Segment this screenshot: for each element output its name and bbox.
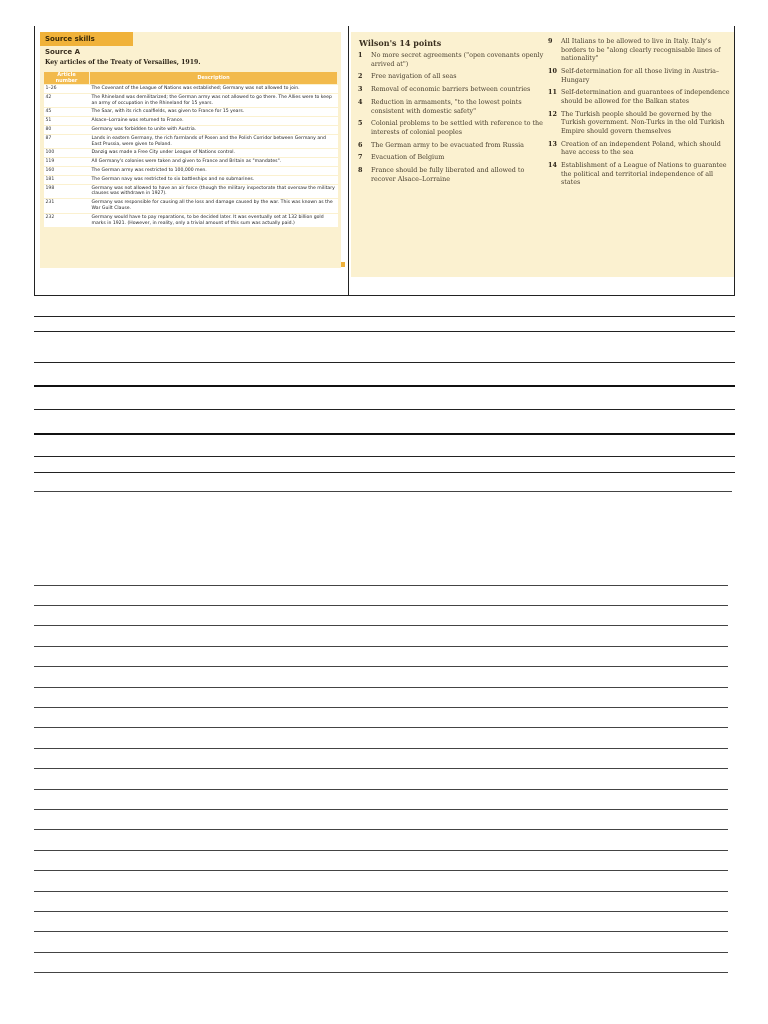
article-number: 231 — [44, 199, 90, 214]
point-text: The Turkish people should be governed by the Turkish government. Non-Turks in the old Turkish Empire should govern themselves — [561, 109, 725, 135]
article-description: The Saar, with its rich coalfields, was given to France for 15 years. — [90, 108, 338, 117]
list-item — [358, 98, 544, 115]
writing-line — [34, 789, 728, 790]
writing-line — [34, 409, 735, 410]
table-row — [44, 125, 338, 134]
table-row — [44, 117, 338, 126]
article-description: Germany was forbidden to unite with Austria. — [90, 125, 338, 134]
article-number: 100 — [44, 149, 90, 158]
point-number: 7 — [358, 153, 363, 162]
article-description: The German navy was restricted to six battleships and no submarines. — [90, 175, 338, 184]
writing-line — [34, 707, 728, 708]
table-row — [44, 93, 338, 108]
point-number: 1 — [358, 51, 363, 59]
point-text: Establishment of a League of Nations to guarantee the political and territorial independence of all states — [561, 161, 727, 187]
frame-right-border — [734, 26, 735, 296]
table-row — [44, 199, 338, 214]
point-text: All Italians to be allowed to live in Italy. Italy's borders to be "along clearly recognisable lines of nationality" — [561, 37, 721, 63]
list-item — [548, 140, 730, 157]
writing-line — [34, 931, 728, 932]
writing-line — [34, 362, 735, 363]
article-number: 160 — [44, 166, 90, 175]
point-text: The German army to be evacuated from Russia — [371, 140, 524, 149]
writing-line — [34, 666, 728, 667]
writing-line — [34, 385, 735, 387]
article-number: 80 — [44, 125, 90, 134]
writing-line — [34, 585, 728, 586]
point-number: 2 — [358, 72, 363, 81]
wilson-points-column-right — [548, 37, 730, 191]
article-description: Germany was responsible for causing all the loss and damage caused by the war. This was known as the War Guilt Clause. — [90, 199, 338, 214]
writing-line — [34, 687, 728, 688]
writing-line — [34, 850, 728, 851]
article-description: Germany would have to pay reparations, to be decided later. It was eventually set at 132 billion gold marks in 1921. (However, in reality, only a trivial amount of this sum was actually paid.) — [90, 213, 338, 228]
writing-line — [34, 870, 728, 871]
article-number: 232 — [44, 213, 90, 228]
writing-line — [34, 727, 728, 728]
article-description: Germany was not allowed to have an air force (though the military inspectorate that oversaw the military clauses was withdrawn in 1927). — [90, 184, 338, 199]
writing-line — [34, 331, 735, 332]
writing-line — [34, 625, 728, 626]
wilson-title: Wilson's 14 points — [359, 38, 442, 48]
table-row — [44, 85, 338, 94]
writing-line — [34, 829, 728, 830]
article-description: Danzig was made a Free City under League of Nations control. — [90, 149, 338, 158]
list-item — [548, 161, 730, 187]
point-number: 6 — [358, 140, 363, 149]
list-item — [358, 72, 544, 81]
list-item — [548, 88, 730, 105]
table-row — [44, 134, 338, 149]
point-number: 14 — [548, 161, 557, 170]
source-a-caption: Key articles of the Treaty of Versailles, 1919. — [45, 59, 201, 66]
table-row — [44, 213, 338, 228]
article-description: The German army was restricted to 100,000 men. — [90, 166, 338, 175]
article-description: The Covenant of the League of Nations was established; Germany was not allowed to join. — [90, 85, 338, 94]
article-number: 87 — [44, 134, 90, 149]
point-text: France should be fully liberated and allowed to recover Alsace–Lorraine — [371, 166, 525, 183]
source-a-heading: Source A — [45, 48, 81, 56]
table-header-row — [44, 72, 338, 85]
point-text: Reduction in armaments, "to the lowest points consistent with domestic safety" — [371, 97, 522, 115]
table-row — [44, 184, 338, 199]
article-description: Alsace–Lorraine was returned to France. — [90, 117, 338, 126]
wilson-points-panel — [351, 32, 734, 277]
writing-line — [34, 433, 735, 435]
article-description: All Germany's colonies were taken and given to France and Britain as "mandates". — [90, 158, 338, 167]
table-row — [44, 175, 338, 184]
writing-line — [34, 646, 728, 647]
source-a-panel — [40, 32, 341, 268]
article-number: 42 — [44, 93, 90, 108]
point-number: 10 — [548, 66, 557, 75]
list-item — [358, 153, 544, 162]
point-number: 9 — [548, 37, 553, 45]
point-text: Colonial problems to be settled with reference to the interests of colonial peoples — [371, 119, 543, 136]
writing-line — [34, 972, 728, 973]
point-text: Self-determination for all those living in Austria–Hungary — [561, 66, 720, 84]
treaty-articles-table — [43, 71, 338, 228]
table-row — [44, 166, 338, 175]
article-number: 45 — [44, 108, 90, 117]
writing-line — [34, 316, 735, 317]
list-item — [548, 37, 730, 63]
list-item — [358, 141, 544, 150]
writing-line — [34, 472, 735, 473]
writing-line — [34, 768, 728, 769]
article-number: 51 — [44, 117, 90, 126]
point-number: 11 — [548, 88, 557, 97]
wilson-points-column-left — [358, 51, 544, 188]
point-text: Self-determination and guarantees of independence should be allowed for the Balkan states — [561, 88, 730, 105]
point-text: Removal of economic barriers between countries — [371, 85, 531, 94]
writing-line — [34, 911, 728, 912]
frame-divider — [348, 26, 349, 296]
point-text: Evacuation of Belgium — [371, 153, 445, 162]
source-skills-tab: Source skills — [40, 32, 133, 46]
article-number: 119 — [44, 158, 90, 167]
article-number: 198 — [44, 184, 90, 199]
point-number: 8 — [358, 166, 363, 175]
list-item — [548, 67, 730, 84]
point-text: Free navigation of all seas — [371, 72, 457, 81]
point-text: Creation of an independent Poland, which should have access to the sea — [561, 139, 721, 157]
point-text: No more secret agreements ("open covenants openly arrived at") — [371, 51, 544, 68]
list-item — [358, 119, 544, 136]
frame-left-border — [34, 26, 35, 296]
point-number: 13 — [548, 139, 557, 148]
point-number: 3 — [358, 85, 363, 94]
article-description: The Rhineland was demilitarized; the German army was not allowed to go there. The Allies were to keep an army of occupation in the Rhineland for 15 years. — [90, 93, 338, 108]
writing-line — [34, 952, 728, 953]
writing-line — [34, 748, 728, 749]
table-row — [44, 158, 338, 167]
list-item — [548, 110, 730, 136]
col-description: Description — [90, 72, 338, 85]
point-number: 12 — [548, 109, 557, 118]
list-item — [358, 85, 544, 94]
col-article-number: Article number — [44, 72, 90, 85]
point-number: 5 — [358, 119, 363, 128]
table-row — [44, 108, 338, 117]
writing-line — [34, 605, 728, 606]
frame-bottom-border — [34, 295, 735, 296]
table-row — [44, 149, 338, 158]
writing-line — [34, 891, 728, 892]
writing-line — [34, 456, 735, 457]
article-description: Lands in eastern Germany, the rich farmlands of Posen and the Polish Corridor between Germany and East Prussia, were given to Poland. — [90, 134, 338, 149]
writing-line — [34, 809, 728, 810]
list-item — [358, 51, 544, 68]
panel-corner-marker — [341, 262, 345, 267]
point-number: 4 — [358, 97, 363, 106]
writing-line — [34, 491, 732, 492]
list-item — [358, 166, 544, 183]
article-number: 1–26 — [44, 85, 90, 94]
article-number: 181 — [44, 175, 90, 184]
